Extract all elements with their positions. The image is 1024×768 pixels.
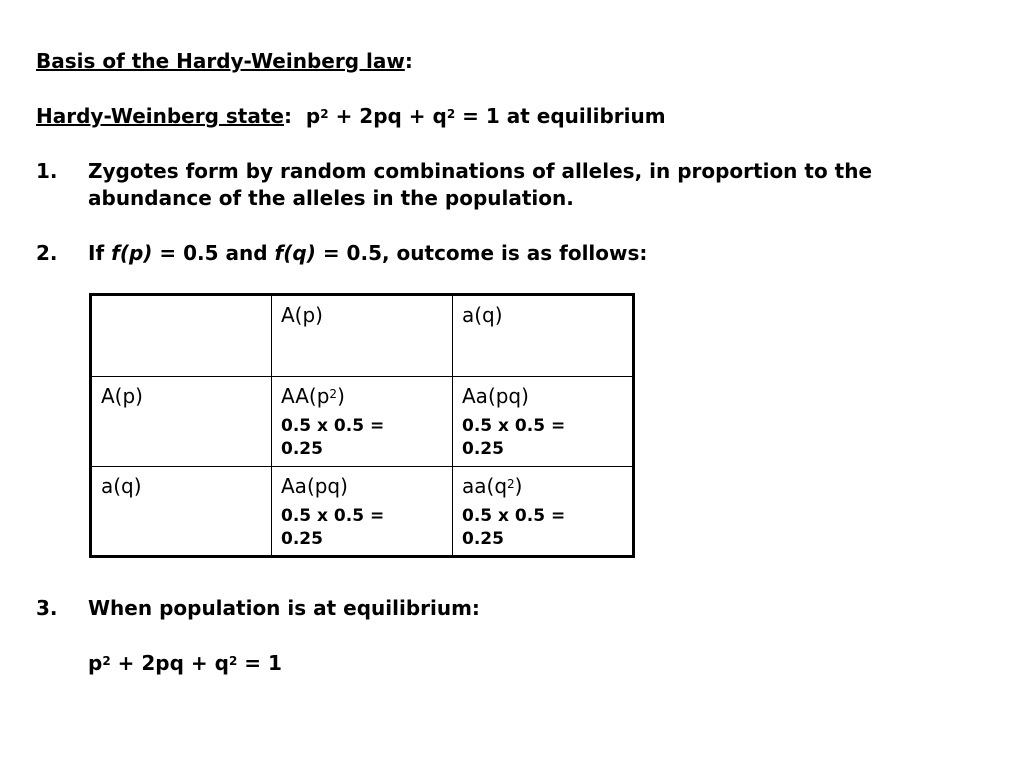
genotype-cell	[272, 467, 453, 557]
title-colon: :	[404, 49, 413, 73]
genotype-cell	[453, 377, 634, 467]
item2-mid: = 0.5 and	[159, 241, 268, 265]
frequency-calc: 0.5 x 0.5 = 0.25	[281, 416, 385, 459]
item2-suffix: = 0.5, outcome is as follows:	[322, 241, 648, 265]
item2-number: 2.	[36, 241, 58, 265]
hw-eq-tail: = 1 at equilibrium	[462, 104, 666, 128]
hw-eq-p-exp: 2	[320, 107, 329, 121]
hw-eq-mid: + 2pq + q	[335, 104, 447, 128]
item2-prefix: If	[88, 241, 105, 265]
item1-line1: Zygotes form by random combinations of alleles, in proportion to the	[88, 159, 873, 183]
col-header-cell	[453, 295, 634, 377]
hw-state-line	[36, 103, 666, 130]
genotype-cell	[453, 467, 634, 557]
col-header-label: A(p)	[281, 303, 323, 327]
genotype-label: Aa(pq)	[281, 474, 348, 498]
punnett-square-table	[89, 293, 635, 558]
hw-state-colon: :	[283, 104, 292, 128]
item1-line2: abundance of the alleles in the population.	[88, 186, 574, 210]
frequency-calc: 0.5 x 0.5 = 0.25	[281, 506, 385, 549]
item3-equation	[88, 650, 282, 677]
hw-eq-q-exp: 2	[446, 107, 456, 121]
genotype-label: $aa(q^2)$	[462, 474, 523, 498]
title-text: Basis of the Hardy-Weinberg law	[36, 49, 405, 73]
eq3-p: p	[88, 651, 103, 675]
eq3-q-exp: 2	[228, 654, 238, 668]
item3-text: When population is at equilibrium:	[88, 596, 480, 620]
row-header-cell	[91, 377, 272, 467]
table-row	[91, 377, 634, 467]
item3-number: 3.	[36, 596, 58, 620]
frequency-calc: 0.5 x 0.5 = 0.25	[462, 506, 566, 549]
frequency-calc: 0.5 x 0.5 = 0.25	[462, 416, 566, 459]
item2-fq: f(q)	[274, 241, 316, 265]
row-header-label: A(p)	[101, 384, 143, 408]
col-header-label: a(q)	[462, 303, 503, 327]
table-header-row	[91, 295, 634, 377]
item2-fp: f(p)	[111, 241, 153, 265]
genotype-cell	[272, 377, 453, 467]
eq3-tail: = 1	[244, 651, 282, 675]
hw-eq-p: p	[305, 104, 321, 128]
col-header-cell	[272, 295, 453, 377]
hw-state-label: Hardy-Weinberg state	[36, 104, 284, 128]
table-row	[91, 467, 634, 557]
row-header-cell	[91, 467, 272, 557]
eq3-mid: + 2pq + q	[117, 651, 229, 675]
page-title	[36, 48, 413, 75]
item2-text	[88, 240, 647, 267]
genotype-label: Aa(pq)	[462, 384, 529, 408]
eq3-p-exp: 2	[102, 654, 111, 668]
table-corner-cell	[91, 295, 272, 377]
row-header-label: a(q)	[101, 474, 142, 498]
genotype-label: $AA(p^2)$	[281, 384, 345, 408]
item1-number: 1.	[36, 159, 58, 183]
